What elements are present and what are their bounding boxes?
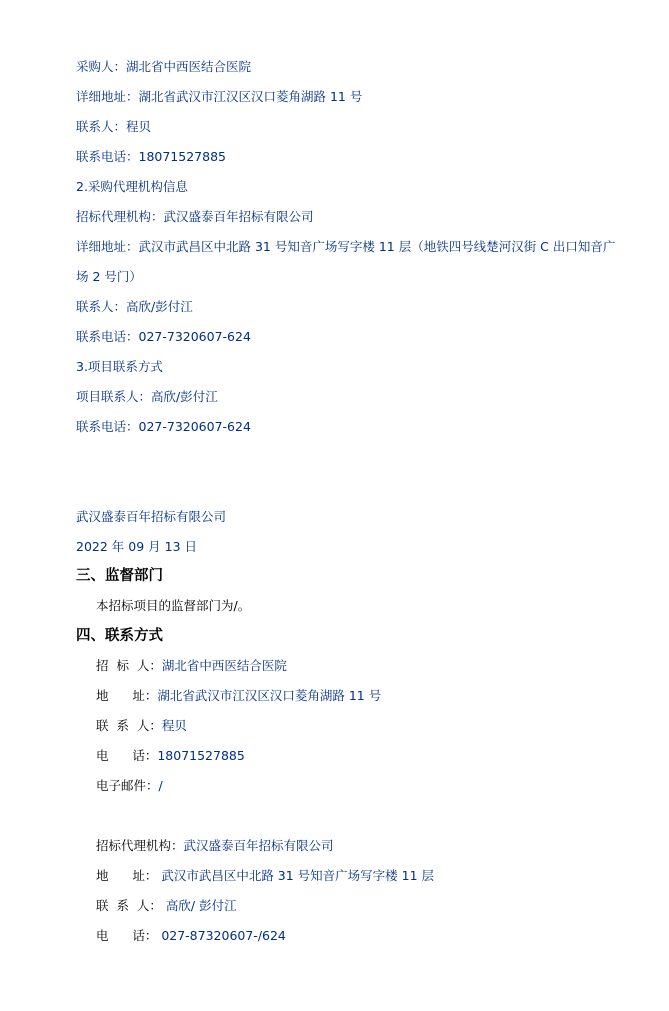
tenderer-email-row <box>96 778 163 794</box>
agent-phone-value: 027-87320607-/624 <box>157 928 286 943</box>
buyer-contact-line: 联系人：程贝 <box>76 119 152 134</box>
agent-contact-label: 联 系 人： <box>96 898 162 913</box>
buyer-phone-line: 联系电话：18071527885 <box>76 149 226 164</box>
agent-contact-value: 高欣/ 彭付江 <box>161 898 237 913</box>
agent-name-row <box>96 838 334 854</box>
tenderer-phone-value: 18071527885 <box>157 748 245 763</box>
tenderer-email-value: / <box>158 778 163 793</box>
agent-phone-label: 电 话： <box>96 928 158 943</box>
agent-address-row <box>96 868 434 884</box>
supervision-text: 本招标项目的监督部门为/。 <box>96 598 251 613</box>
tenderer-contact-row <box>96 718 187 734</box>
tenderer-address-row <box>96 688 381 704</box>
tenderer-phone-label: 电 话： <box>96 748 158 763</box>
tenderer-phone-row <box>96 748 245 764</box>
project-contact-line: 项目联系人：高欣/彭付江 <box>76 389 218 404</box>
tenderer-address-label: 地 址： <box>96 688 158 703</box>
project-phone-line: 联系电话：027-7320607-624 <box>76 419 251 434</box>
tenderer-name-row <box>96 658 287 674</box>
agency-section-title: 2.采购代理机构信息 <box>76 179 188 194</box>
agency-address-line: 详细地址：武汉市武昌区中北路 31 号知音广场写字楼 11 层（地铁四号线楚河汉街 C 出口知音广场 2 号门） <box>76 239 616 284</box>
tenderer-email-label: 电子邮件： <box>96 778 159 793</box>
agent-name-value: 武汉盛泰百年招标有限公司 <box>183 838 334 853</box>
signature-date: 2022 年 09 月 13 日 <box>76 539 197 554</box>
agency-phone-line: 联系电话：027-7320607-624 <box>76 329 251 344</box>
tenderer-name-label: 招 标 人： <box>96 658 162 673</box>
tenderer-contact-value: 程贝 <box>161 718 187 733</box>
agent-contact-row <box>96 898 237 914</box>
tenderer-name-value: 湖北省中西医结合医院 <box>161 658 287 673</box>
tenderer-contact-label: 联 系 人： <box>96 718 162 733</box>
agency-contact-line: 联系人：高欣/彭付江 <box>76 299 193 314</box>
agent-address-label: 地 址： <box>96 868 158 883</box>
agent-phone-row <box>96 928 286 944</box>
agency-name-line: 招标代理机构：武汉盛泰百年招标有限公司 <box>76 209 314 224</box>
signature-company: 武汉盛泰百年招标有限公司 <box>76 509 227 524</box>
agent-name-label: 招标代理机构： <box>96 838 184 853</box>
agent-address-value: 武汉市武昌区中北路 31 号知音广场写字楼 11 层 <box>157 868 435 883</box>
project-section-title: 3.项目联系方式 <box>76 359 163 374</box>
supervision-heading: 三、监督部门 <box>76 568 163 584</box>
tenderer-address-value: 湖北省武汉市江汉区汉口菱角湖路 11 号 <box>157 688 382 703</box>
buyer-line: 采购人：湖北省中西医结合医院 <box>76 59 252 74</box>
contacts-heading: 四、联系方式 <box>76 628 163 644</box>
buyer-address-line: 详细地址：湖北省武汉市江汉区汉口菱角湖路 11 号 <box>76 89 363 104</box>
